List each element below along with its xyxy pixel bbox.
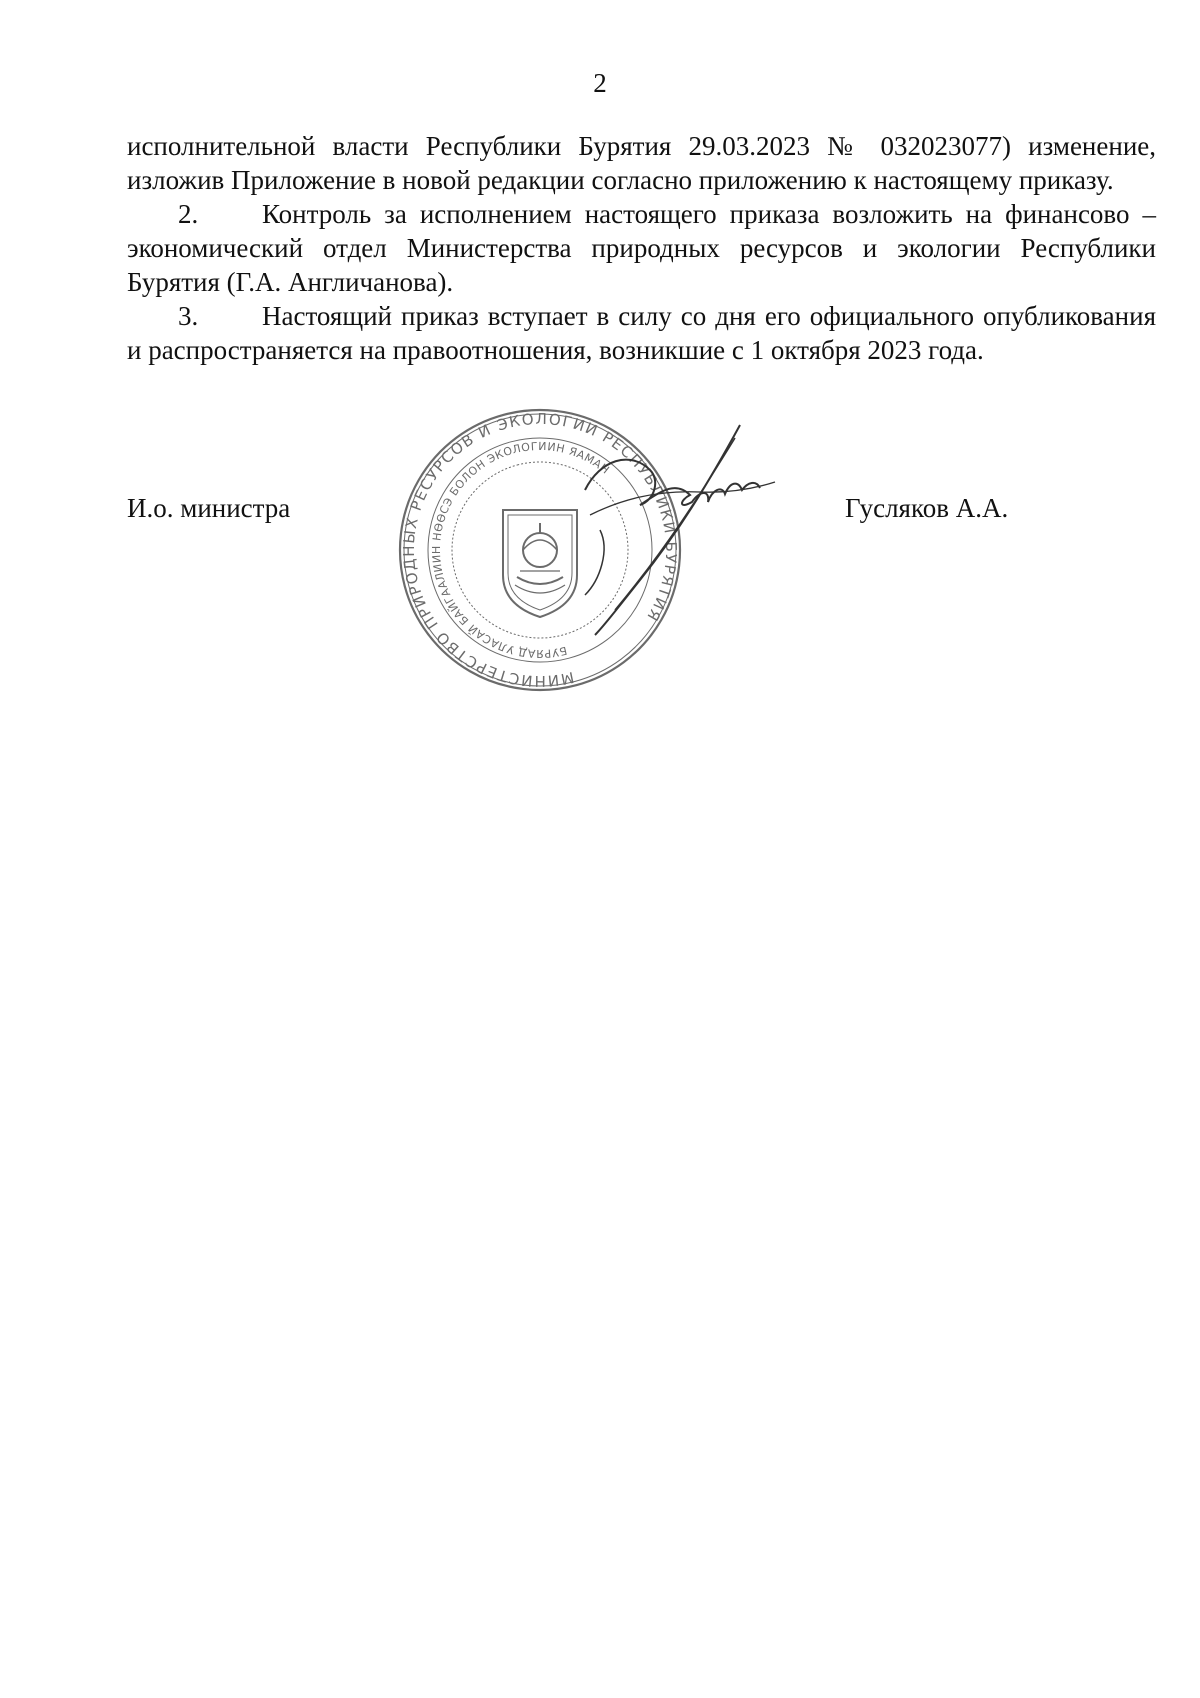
signatory-position: И.о. министра: [127, 493, 291, 523]
order-item-2: [127, 197, 1156, 299]
signatory-name: Гусляков А.А.: [845, 493, 1009, 523]
item-text: Контроль за исполнением настоящего приказа возложить на финансово – экономический отдел Министерства природных ресурсов и экологии Республики Бурятия (Г.А. Англичанова).: [127, 199, 1156, 297]
svg-text:БУРЯАД УЛАСАЙ БАЙГААЛИИН НӨӨСЭ: БУРЯАД УЛАСАЙ БАЙГААЛИИН НӨӨСЭ БОЛОН ЭКОЛОГИИН ЯАМАН: [429, 439, 612, 661]
item-number: 2.: [178, 199, 199, 229]
handwritten-signature: [560, 420, 820, 640]
order-body: [127, 129, 1156, 367]
item-text: Настоящий приказ вступает в силу со дня его официального опубликования и распространяется на правоотношения, возникшие с 1 октября 2023 года.: [127, 301, 1156, 365]
svg-text:МИНИСТЕРСТВО ПРИРОДНЫХ РЕСУРСО: МИНИСТЕРСТВО ПРИРОДНЫХ РЕСУРСОВ И ЭКОЛОГИИ РЕСПУБЛИКИ БУРЯТИЯ: [399, 409, 681, 691]
intro-paragraph: исполнительной власти Республики Бурятия 29.03.2023 № 032023077) изменение, изложив Приложение в новой редакции согласно приложению к настоящему приказу.: [127, 131, 1156, 195]
order-item-3: [127, 299, 1156, 367]
item-number: 3.: [178, 301, 199, 331]
page-number: 2: [593, 68, 607, 98]
